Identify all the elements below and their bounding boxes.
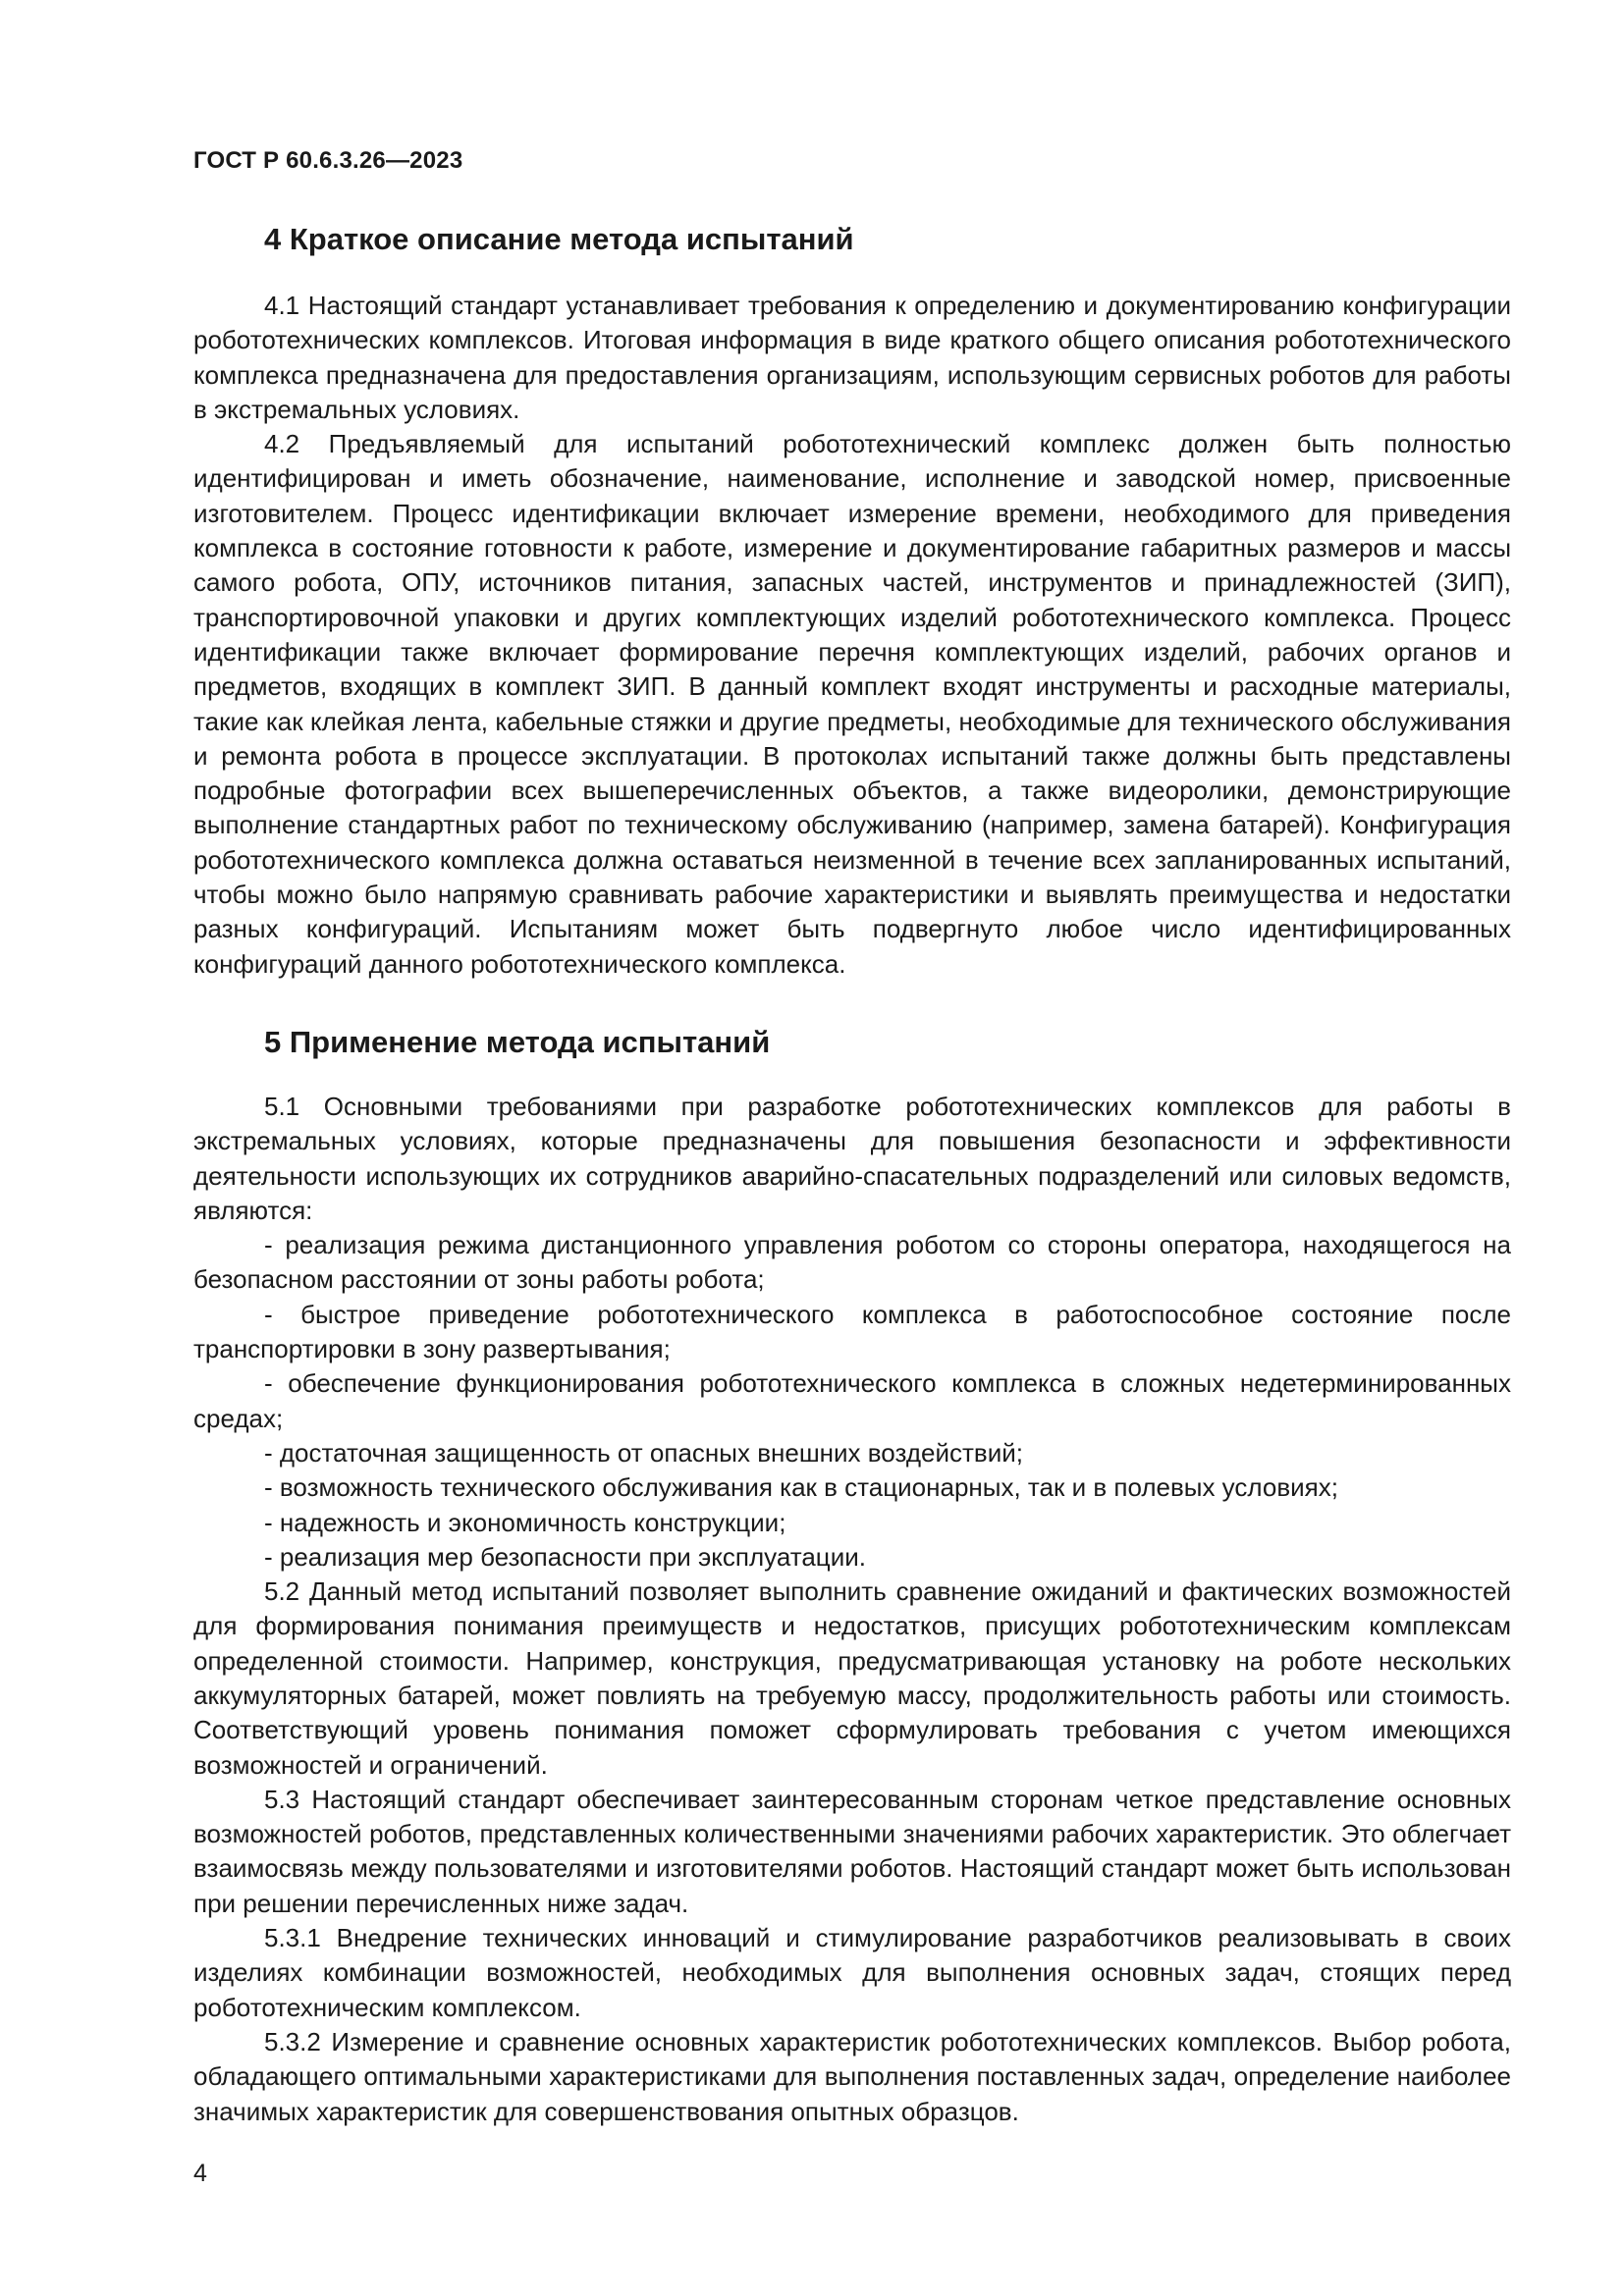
paragraph-4-1: 4.1 Настоящий стандарт устанавливает требования к определению и документированию конфигурации робототехнических комплексов. Итоговая информация в виде краткого общего описания робототехнического комплекса предназначена для предоставления организациям, использующим сервисных роботов для работы в экстремальных условиях. xyxy=(193,291,1511,424)
page-number: 4 xyxy=(193,2160,207,2187)
paragraph-5-3: 5.3 Настоящий стандарт обеспечивает заинтересованным сторонам четкое представление основных возможностей роботов, представленных количественными значениями рабочих характеристик. Это облегчает взаимосвязь между пользователями и изготовителями роботов. Настоящий стандарт может быть использован при решении перечисленных ниже задач. xyxy=(193,1784,1511,1918)
section-4-heading: 4 Краткое описание метода испытаний xyxy=(264,222,854,256)
list-item: - надежность и экономичность конструкции; xyxy=(264,1507,786,1537)
paragraph-4-2: 4.2 Предъявляемый для испытаний робототехнический комплекс должен быть полностью идентифицирован и иметь обозначение, наименование, исполнение и заводской номер, присвоенные изготовителем. Процесс идентификации включает измерение времени, необходимого для приведения комплекса в состояние готовности к работе, измерение и документирование габаритных размеров и массы самого робота, ОПУ, источников питания, запасных частей, инструментов и принадлежностей (ЗИП), транспортировочной упаковки и других комплектующих изделий робототехнического комплекса. Процесс идентификации также включает формирование перечня комплектующих изделий, рабочих органов и предметов, входящих в комплект ЗИП. В данный комплект входят инструменты и расходные материалы, такие как клейкая лента, кабельные стяжки и другие предметы, необходимые для технического обслуживания и ремонта робота в процессе эксплуатации. В протоколах испытаний также должны быть представлены подробные фотографии всех вышеперечисленных объектов, а также видеоролики, демонстрирующие выполнение стандартных работ по техническому обслуживанию (например, замена батарей). Конфигурация робототехнического комплекса должна оставаться неизменной в течение всех запланированных испытаний, чтобы можно было напрямую сравнивать рабочие характеристики и выявлять преимущества и недостатки разных конфигураций. Испытаниям может быть подвергнуто любое число идентифицированных конфигураций данного робототехнического комплекса. xyxy=(193,429,1511,979)
paragraph-5-2: 5.2 Данный метод испытаний позволяет выполнить сравнение ожиданий и фактических возможностей для формирования понимания преимуществ и недостатков, присущих робототехническим комплексам определенной стоимости. Например, конструкция, предусматривающая установку на роботе нескольких аккумуляторных батарей, может повлиять на требуемую массу, продолжительность работы или стоимость. Соответствующий уровень понимания поможет сформулировать требования с учетом имеющихся возможностей и ограничений. xyxy=(193,1576,1511,1780)
paragraph-5-1: 5.1 Основными требованиями при разработке робототехнических комплексов для работы в экстремальных условиях, которые предназначены для повышения безопасности и эффективности деятельности использующих их сотрудников аварийно-спасательных подразделений или силовых ведомств, являются: xyxy=(193,1091,1511,1225)
paragraph-5-3-2: 5.3.2 Измерение и сравнение основных характеристик робототехнических комплексов. Выбор робота, обладающего оптимальными характеристиками для выполнения поставленных задач, определение наиболее значимых характеристик для совершенствования опытных образцов. xyxy=(193,2026,1511,2126)
page-content xyxy=(193,218,1511,2129)
list-item: - быстрое приведение робототехнического комплекса в работоспособное состояние после транспортировки в зону развертывания; xyxy=(193,1299,1511,1364)
list-item: - реализация мер безопасности при эксплуатации. xyxy=(264,1541,866,1572)
document-code-header: ГОСТ Р 60.6.3.26—2023 xyxy=(193,147,463,174)
list-item: - обеспечение функционирования робототехнического комплекса в сложных недетерминированных средах; xyxy=(193,1368,1511,1433)
list-item: - реализация режима дистанционного управления роботом со стороны оператора, находящегося на безопасном расстоянии от зоны работы робота; xyxy=(193,1230,1511,1295)
section-5-heading: 5 Применение метода испытаний xyxy=(264,1024,771,1059)
list-item: - достаточная защищенность от опасных внешних воздействий; xyxy=(264,1437,1023,1468)
list-item: - возможность технического обслуживания как в стационарных, так и в полевых условиях; xyxy=(264,1472,1338,1503)
paragraph-5-3-1: 5.3.1 Внедрение технических инноваций и стимулирование разработчиков реализовывать в своих изделиях комбинации возможностей, необходимых для выполнения основных задач, стоящих перед робототехническим комплексом. xyxy=(193,1923,1511,2022)
